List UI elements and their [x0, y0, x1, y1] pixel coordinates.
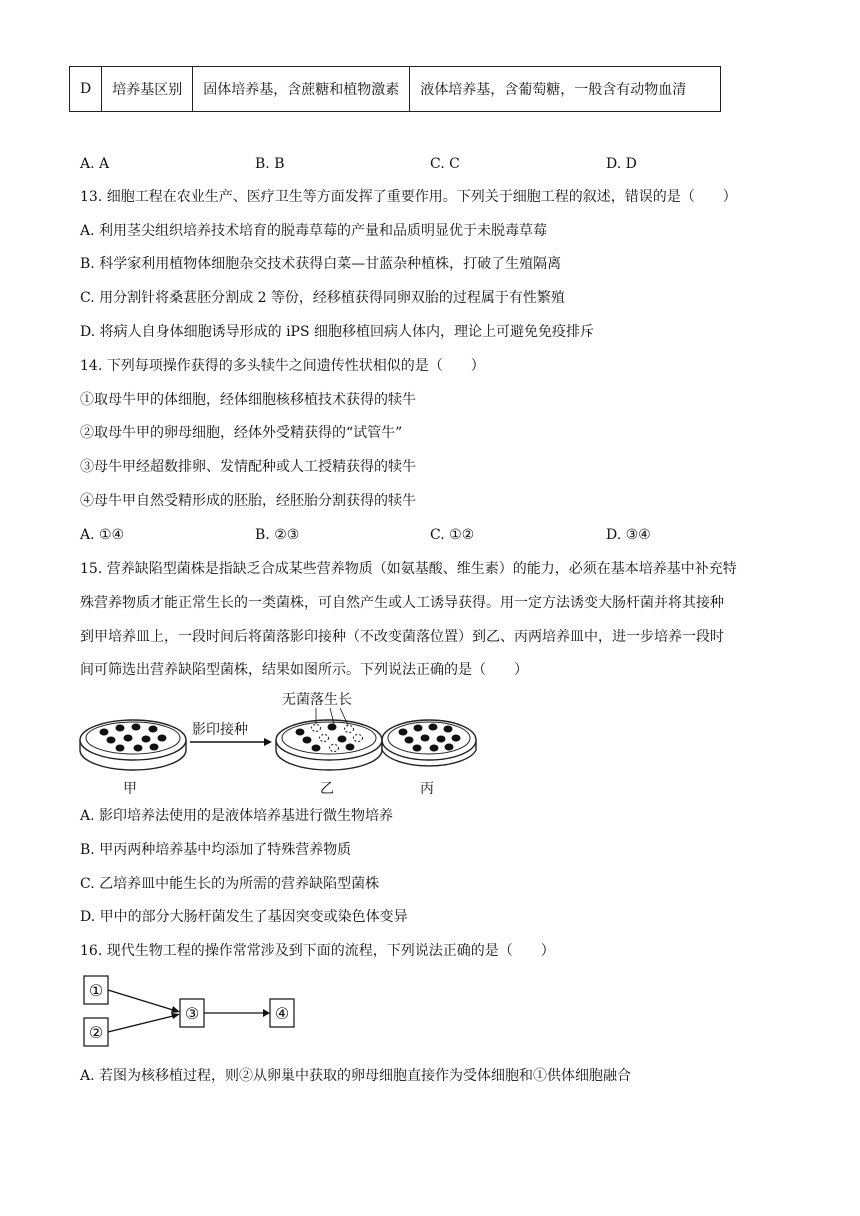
q13-stem: 13. 细胞工程在农业生产、医疗卫生等方面发挥了重要作用。下列关于细胞工程的叙述，错误的是（ ） — [80, 189, 737, 205]
q15-stem-line-1: 15. 营养缺陷型菌株是指缺乏合成某些营养物质（如氨基酸、维生素）的能力，必须在基本培养基中补充特 — [80, 561, 737, 577]
table-cell-animal: 液体培养基，含葡萄糖，一般含有动物血清 — [410, 67, 721, 112]
dish-label-yi: 乙 — [320, 781, 334, 797]
table-cell-category: 培养基区别 — [102, 67, 193, 112]
flow-label-1: ① — [88, 981, 104, 1000]
q14-item-4: ④母牛甲自然受精形成的胚胎，经胚胎分割获得的犊牛 — [80, 493, 416, 509]
arrow-label: 影印接种 — [192, 722, 248, 738]
q14-option-b[interactable]: B. ②③ — [255, 527, 300, 543]
petri-dish-jia — [80, 720, 186, 770]
dish-label-bing: 丙 — [420, 781, 434, 797]
flow-label-3: ③ — [184, 1004, 200, 1023]
q16-flow-diagram — [82, 972, 302, 1050]
no-colony-label: 无菌落生长 — [282, 692, 352, 708]
q16-stem: 16. 现代生物工程的操作常常涉及到下面的流程，下列说法正确的是（ ） — [80, 943, 555, 959]
q16-option-a[interactable]: A. 若图为核移植过程，则②从卵巢中获取的卵母细胞直接作为受体细胞和①供体细胞融合 — [80, 1068, 632, 1084]
q15-stem-line-4: 间可筛选出营养缺陷型菌株，结果如图所示。下列说法正确的是（ ） — [80, 662, 528, 678]
replica-arrow — [190, 738, 272, 746]
q12-option-d[interactable]: D. D — [606, 156, 637, 172]
q12-option-b[interactable]: B. B — [255, 156, 285, 172]
q13-option-a[interactable]: A. 利用茎尖组织培养技术培育的脱毒草莓的产量和品质明显优于未脱毒草莓 — [80, 223, 548, 239]
q15-option-a[interactable]: A. 影印培养法使用的是液体培养基进行微生物培养 — [80, 808, 394, 824]
q13-option-b[interactable]: B. 科学家利用植物体细胞杂交技术获得白菜—甘蓝杂种植株，打破了生殖隔离 — [80, 256, 562, 272]
petri-dish-yi — [276, 708, 382, 770]
q14-option-a[interactable]: A. ①④ — [80, 527, 125, 543]
replica-plating-figure — [78, 688, 478, 800]
dish-label-jia: 甲 — [123, 781, 137, 797]
q13-option-d[interactable]: D. 将病人自身体细胞诱导形成的 iPS 细胞移植回病人体内，理论上可避免免疫排斥 — [80, 324, 595, 340]
q12-option-c[interactable]: C. C — [430, 156, 460, 172]
flow-label-4: ④ — [274, 1004, 290, 1023]
q15-option-c[interactable]: C. 乙培养皿中能生长的为所需的营养缺陷型菌株 — [80, 876, 380, 892]
table-row — [70, 67, 721, 112]
q14-option-c[interactable]: C. ①② — [430, 527, 475, 543]
petri-dish-bing — [382, 720, 476, 766]
q14-item-2: ②取母牛甲的卵母细胞，经体外受精获得的“试管牛” — [80, 425, 403, 441]
q12-option-a[interactable]: A. A — [80, 156, 110, 172]
q15-option-d[interactable]: D. 甲中的部分大肠杆菌发生了基因突变或染色体变异 — [80, 909, 408, 925]
q14-item-1: ①取母牛甲的体细胞，经体细胞核移植技术获得的犊牛 — [80, 392, 416, 408]
q14-option-d[interactable]: D. ③④ — [606, 527, 651, 543]
q14-stem: 14. 下列每项操作获得的多头犊牛之间遗传性状相似的是（ ） — [80, 358, 485, 374]
flow-label-2: ② — [88, 1023, 104, 1042]
table-cell-label: D — [70, 67, 102, 112]
q15-option-b[interactable]: B. 甲丙两种培养基中均添加了特殊营养物质 — [80, 842, 352, 858]
culture-comparison-table — [69, 66, 721, 112]
q14-item-3: ③母牛甲经超数排卵、发情配种或人工授精获得的犊牛 — [80, 459, 416, 475]
q13-option-c[interactable]: C. 用分割针将桑葚胚分割成 2 等份，经移植获得同卵双胎的过程属于有性繁殖 — [80, 290, 565, 306]
table-cell-plant: 固体培养基，含蔗糖和植物激素 — [193, 67, 410, 112]
q15-stem-line-3: 到甲培养皿上，一段时间后将菌落影印接种（不改变菌落位置）到乙、丙两培养皿中，进一步培养一段时 — [80, 629, 724, 645]
q15-stem-line-2: 殊营养物质才能正常生长的一类菌株，可自然产生或人工诱导获得。用一定方法诱变大肠杆菌并将其接种 — [80, 595, 724, 611]
